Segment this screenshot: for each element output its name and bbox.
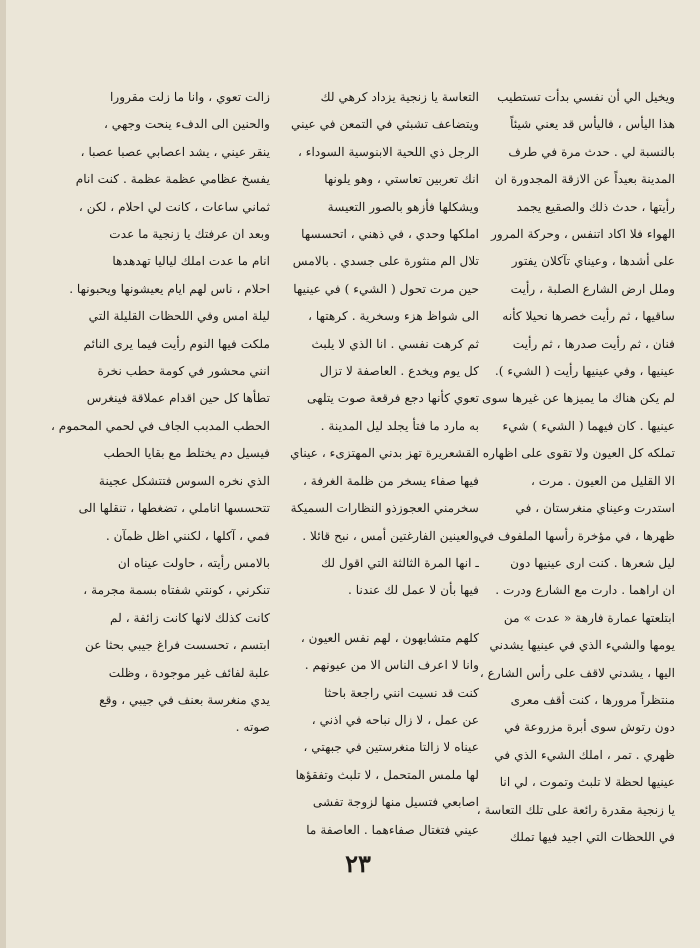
text-line: ثماني ساعات ، كانت لي احلام ، لكن ، — [78, 199, 270, 214]
text-line: صوته . — [235, 720, 270, 735]
text-line: هذا اليأس ، فاليأس قد يعني شيئاً — [510, 117, 675, 132]
text-line: عيني فتغتال صفاءهما . العاصفة ما — [306, 822, 479, 837]
text-line: انك تعربين تعاستي ، وهو يلونها — [324, 172, 479, 187]
text-line: عينيها . كان فيهما ( الشيء ) شيء — [502, 418, 675, 433]
text-line: ويشكلها فأزهو بالصور التعيسة — [327, 199, 479, 214]
text-line: فنان ، ثم رأيت صدرها ، ثم رأيت — [512, 336, 675, 351]
text-line: يا زنجية مقدرة رائعة على تلك التعاسة ، — [476, 802, 675, 817]
text-line: الرجل ذي اللحية الابنوسية السوداء ، — [297, 144, 479, 159]
text-line: يفسخ عظامي عظمة عظمة . كنت انام — [75, 172, 270, 187]
text-line: علبة لفائف غير موجودة ، وظلت — [108, 665, 270, 680]
text-line: اصابعي فتسيل منها لزوجة تفشى — [312, 795, 479, 810]
text-line: ثم كرهت نفسي . انا الذي لا يلبث — [311, 336, 479, 351]
text-line: املكها وحدي ، في ذهني ، اتحسسها — [301, 227, 479, 242]
middle-column-part-1 — [291, 84, 479, 605]
text-line: يومها والشيء الذي في عينيها يشدني — [489, 638, 675, 653]
text-line: فيها بأن لا عمل لك عندنا . — [348, 583, 479, 598]
text-line: التعاسة يا زنجية يزداد كرهي لك — [320, 90, 479, 104]
text-line: ابتسم ، تحسست فراغ جيبي بحثا عن — [84, 638, 270, 653]
text-line: يدي منغرسة بعنف في جيبي ، وقع — [99, 692, 270, 707]
text-line: والعينين الفارغتين أمس ، نبح قائلا . — [302, 528, 479, 543]
text-line: الحطب المدبب الجاف في لحمي المحموم ، — [51, 418, 270, 433]
text-line: الا القليل من العيون . مرت ، — [530, 473, 675, 488]
text-line: ان اراهما . دارت مع الشارع ودرت . — [495, 583, 675, 598]
text-line: انام ما عدت املك لياليا تهدهدها — [112, 254, 270, 269]
text-line: ليلة امس وفي اللحظات القليلة التي — [88, 309, 270, 324]
text-line: دون رتوش سوى أبرة مزروعة في — [504, 720, 675, 735]
text-line: حين مرت تحول ( الشيء ) في عينيها — [293, 281, 479, 296]
text-line: ليل شعرها . كنت ارى عينيها دون — [510, 555, 675, 570]
text-line: ويخيل الي أن نفسي بدأت تستطيب — [497, 90, 675, 104]
page-number: ٢٣ — [345, 849, 371, 878]
text-line: القشعريرة تهز بدني المهتزىء ، عيناي — [290, 446, 479, 461]
text-line: والحنين الى الدفء ينحت وجهي ، — [103, 117, 270, 132]
text-line: اليها ، يشدني لاقف على رأس الشارع ، — [479, 665, 675, 680]
text-column-left — [51, 84, 270, 742]
text-line: في اللحظات التي اجيد فيها تملك — [509, 829, 675, 844]
text-line: ساقيها ، ثم رأيت خصرها نحيلا كأنه — [502, 309, 675, 324]
text-line: وملل ارض الشارع الصلبة ، رأيت — [510, 281, 675, 296]
text-line: تملكه كل العيون ولا تقوى على اظهاره — [482, 446, 675, 461]
text-line: الى شواظ هزء وسخرية . كرهتها ، — [308, 309, 479, 324]
text-line: تعوي كأنها دجع فرقعة صوت يتلهى — [307, 391, 479, 406]
text-line: الهواء فلا اكاد اتنفس ، وحركة المرور — [490, 227, 675, 242]
text-line: ظهري . تمر ، املك الشيء الذي في — [494, 747, 675, 762]
text-line: وانا لا اعرف الناس الا من عيونهم . — [304, 658, 479, 673]
text-line: رأيتها ، حدث ذلك والصقيع يجمد — [516, 199, 675, 214]
text-line: منتظراً مرورها ، كنت أقف معرى — [510, 692, 675, 707]
text-line: ينقر عيني ، يشد اعصابي عصبا عصبا ، — [80, 144, 270, 159]
text-line: فيها صفاء يسخر من ظلمة الغرفة ، — [302, 473, 479, 488]
text-line: ـ انها المرة الثالثة التي اقول لك — [321, 555, 479, 570]
text-line: تلال الم منثورة على جسدي . بالامس — [292, 254, 479, 269]
paragraph-gap — [291, 605, 479, 625]
text-line: ابتلعتها عمارة فارهة « عدت » من — [503, 610, 675, 625]
text-line: عينيها لحظة لا تلبث وتموت ، لي انا — [499, 775, 675, 790]
text-line: فمي ، آكلها ، لكنني اظل ظمآن . — [105, 528, 270, 543]
text-line: كنت قد نسيت انني راجعة باحثا — [324, 685, 479, 700]
text-line: ظهرها ، في مؤخرة رأسها الملفوف في — [478, 528, 675, 543]
text-line: احلام ، ناس لهم ايام يعيشونها ويحبونها . — [69, 281, 270, 296]
text-line: بالامس رأيته ، حاولت عيناه ان — [117, 555, 270, 570]
text-line: لها ملمس المتحمل ، لا تلبث وتفقؤها — [295, 767, 479, 782]
text-line: وبعد ان عرفتك يا زنجية ما عدت — [109, 227, 270, 242]
text-line: زالت تعوي ، وانا ما زلت مقرورا — [110, 90, 270, 104]
text-line: المدينة بعيداً عن الازقة المجدورة ان — [494, 172, 675, 187]
text-line: ملكت فيها النوم رأيت فيما يرى النائم — [83, 336, 270, 351]
text-line: تنكرني ، كونتي شفتاه بسمة مجرمة ، — [83, 583, 270, 598]
text-line: عن عمل ، لا زال نباحه في اذني ، — [311, 712, 479, 727]
text-line: فيسيل دم يختلط مع بقايا الحطب — [103, 446, 270, 461]
text-column-middle — [291, 84, 479, 844]
text-line: لم يكن هناك ما يميزها عن غيرها سوى — [482, 391, 675, 406]
text-line: تتحسسها اناملي ، تضغطها ، تنقلها الى — [78, 501, 270, 516]
text-line: كلهم متشابهون ، لهم نفس العيون ، — [300, 630, 479, 645]
text-line: انني محشور في كومة حطب نخرة — [97, 364, 270, 379]
middle-column-part-2 — [291, 625, 479, 844]
text-line: سخرمني العجوزذو النظارات السميكة — [290, 501, 479, 516]
text-line: كل يوم ويخدع . العاصفة لا تزال — [319, 364, 479, 379]
text-line: به مارد ما فتأ يجلد ليل المدينة . — [320, 418, 479, 433]
text-line: على أشدها ، وعيناي تآكلان يفتور — [511, 254, 675, 269]
text-line: الذي نخره السوس فتتشكل عجينة — [98, 473, 270, 488]
text-column-right — [476, 84, 675, 851]
text-line: تطأها كل حين اقدام عملاقة فينغرس — [86, 391, 270, 406]
text-line: بالنسبة لي . حدث مرة في طرف — [508, 144, 675, 159]
text-line: عيناه لا زالتا منغرستين في جبهتي ، — [303, 740, 479, 755]
text-line: كانت كذلك لانها كانت زائفة ، لم — [110, 610, 270, 625]
text-line: استدرت وعيناي منغرستان ، في — [515, 501, 675, 516]
text-line: ويتضاعف تشبثي في التمعن في عيني — [290, 117, 479, 132]
text-line: عينيها ، وفي عينيها رأيت ( الشيء ). — [494, 364, 675, 379]
